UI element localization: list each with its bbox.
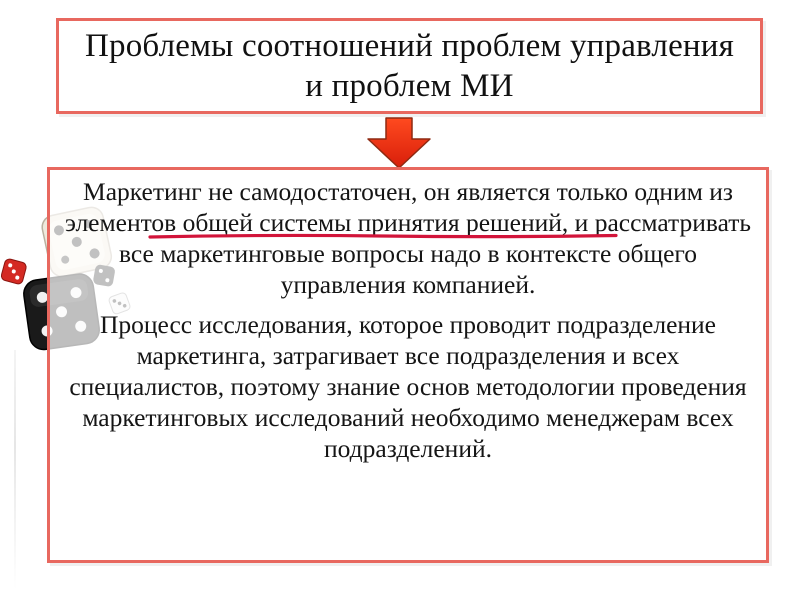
- title-box: [56, 18, 763, 114]
- slide-title: [85, 26, 734, 107]
- title-line-1: Проблемы соотношений проблем управления: [84, 27, 735, 64]
- paragraph-research-process: Процесс исследования, которое проводит подразделение маркетинга, затрагивает все подразделения и всех специалистов, поэтому знание основ методологии проведения маркетинговых исследований необходимо менеджерам всех подразделений.: [69, 310, 747, 463]
- down-arrow-icon: [366, 117, 432, 169]
- paragraph-marketing: Маркетинг не самодостаточен, он является только одним из элементов общей системы принятия решений, и рассматривать все маркетинговые вопросы надо в контексте общего управления компанией.: [64, 177, 752, 299]
- decorative-left-rule: [14, 350, 16, 590]
- highlight-underline: [148, 233, 618, 239]
- content-box: [47, 167, 769, 563]
- title-line-2: и проблем МИ: [305, 68, 514, 104]
